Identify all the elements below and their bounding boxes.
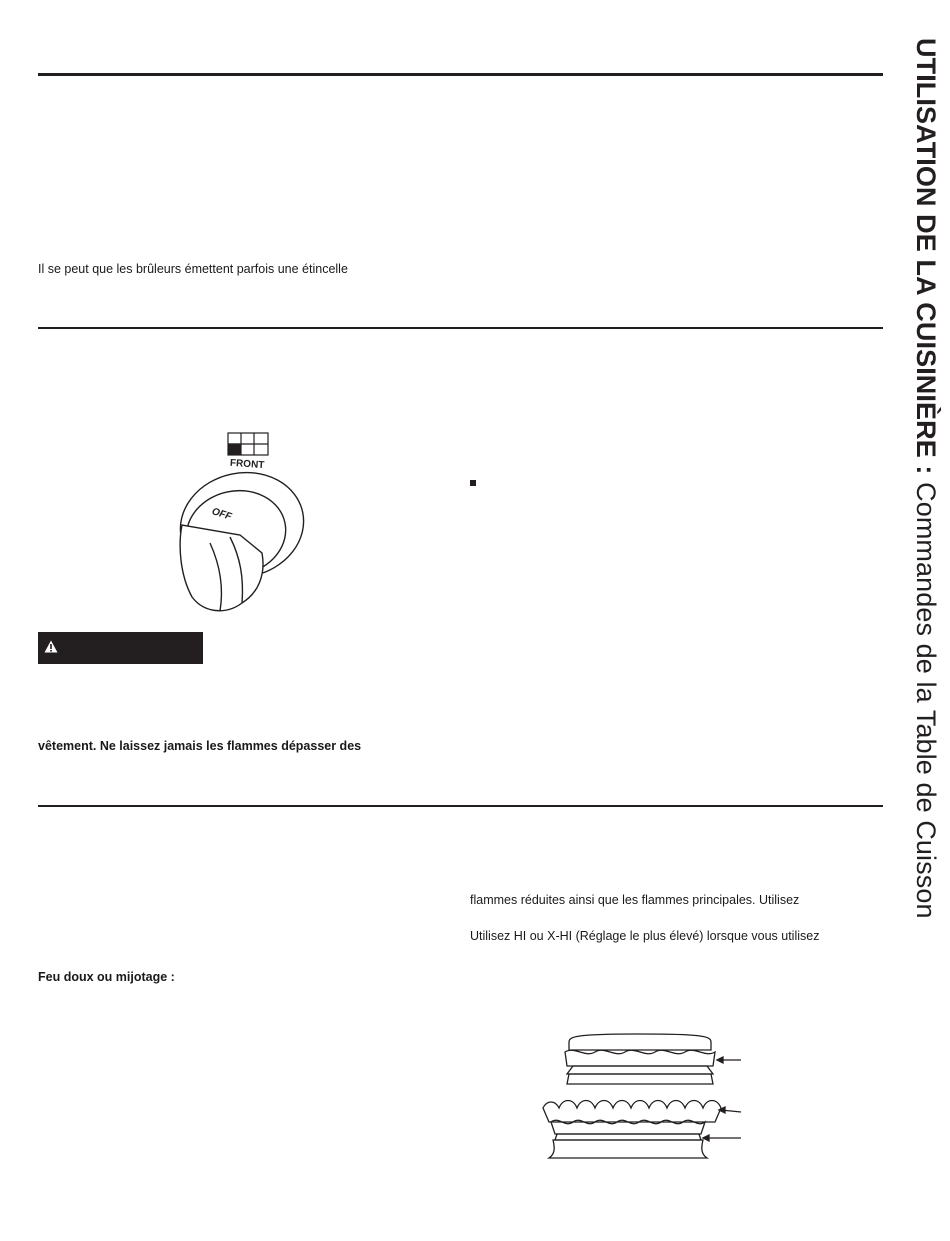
sidebar-title-regular: Commandes de la Table de Cuisson [911, 474, 941, 919]
sidebar-title [910, 38, 942, 1088]
simmer-heading: Feu doux ou mijotage : [38, 970, 175, 984]
flames-warning-text: vêtement. Ne laissez jamais les flammes dépasser des [38, 739, 362, 753]
spark-note: Il se peut que les brûleurs émettent parfois une étincelle [38, 262, 348, 276]
burner-flames-illustration [535, 1030, 745, 1165]
reduced-flames-text: flammes réduites ainsi que les flammes principales. Utilisez [470, 893, 800, 907]
section-divider-2 [38, 805, 883, 807]
burner-position-indicator-icon [228, 433, 268, 455]
warning-banner [38, 632, 203, 664]
knob-off-label: OFF [210, 506, 233, 523]
control-knob-illustration [170, 425, 315, 620]
knob-front-label: FRONT [229, 457, 265, 472]
sidebar-title-bold: UTILISATION DE LA CUISINIÈRE : [911, 38, 941, 475]
warning-triangle-icon [44, 640, 58, 653]
top-rule [38, 73, 883, 76]
bullet-marker [470, 480, 476, 486]
hi-setting-text: Utilisez HI ou X-HI (Réglage le plus élevé) lorsque vous utilisez [470, 929, 820, 943]
section-divider-1 [38, 327, 883, 329]
